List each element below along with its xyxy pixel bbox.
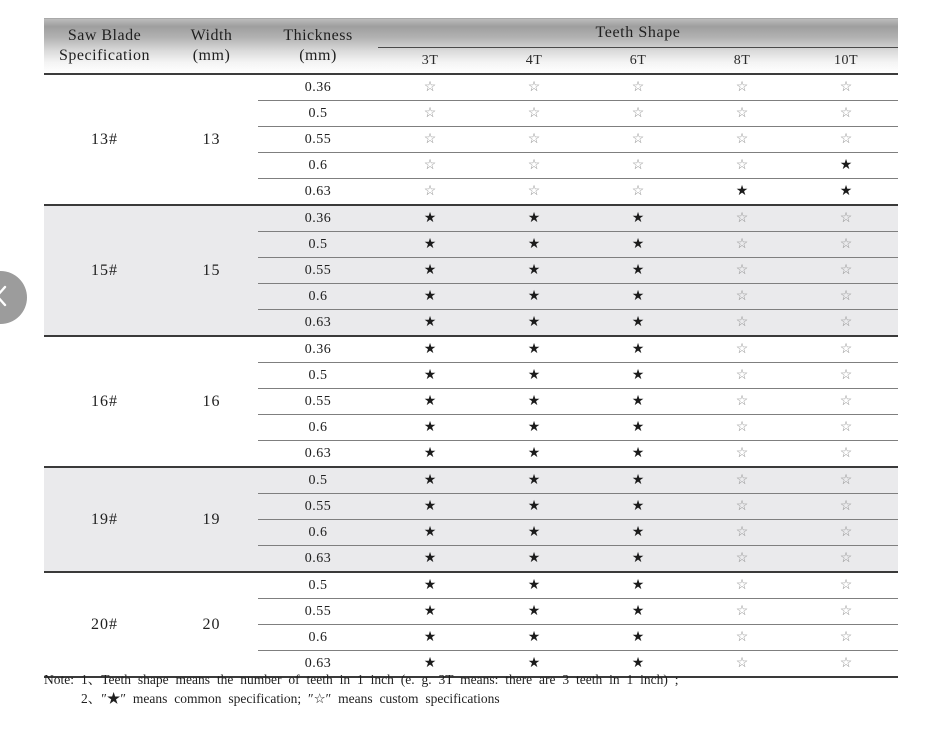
header-width-line2: (mm) [192,47,231,64]
star-hollow-icon: ☆ [839,79,853,95]
star-hollow-icon: ☆ [527,131,541,147]
star-filled-icon: ★ [527,288,541,304]
spec-section-16 [44,335,898,466]
star-hollow-icon: ☆ [735,603,749,619]
star-filled-icon: ★ [423,524,437,540]
star-hollow-icon: ☆ [527,105,541,121]
spec-section-19 [44,466,898,571]
star-filled-icon: ★ [527,367,541,383]
star-filled-icon: ★ [631,341,645,357]
chevron-left-icon [0,284,9,311]
star-filled-icon: ★ [423,498,437,514]
thickness-cell: 0.36 [304,79,332,95]
spec-cell: 19# [91,510,118,528]
star-filled-icon: ★ [631,210,645,226]
star-filled-icon: ★ [631,288,645,304]
header-saw-blade-specification [44,19,165,73]
header-width [165,19,258,73]
star-hollow-icon: ☆ [839,524,853,540]
star-filled-icon: ★ [423,314,437,330]
table-row [258,206,898,231]
table-row [258,362,898,388]
star-hollow-icon: ☆ [735,79,749,95]
star-hollow-icon: ☆ [631,79,645,95]
note-line-2: 2、″★″ means common specification; ″☆″ means custom specifications [81,690,500,706]
star-hollow-icon: ☆ [423,105,437,121]
star-filled-icon: ★ [527,629,541,645]
star-hollow-icon: ☆ [839,236,853,252]
star-filled-icon: ★ [631,629,645,645]
table-row [258,598,898,624]
table-header [44,18,898,75]
star-hollow-icon: ☆ [735,655,749,671]
star-filled-icon: ★ [527,393,541,409]
star-hollow-icon: ☆ [735,314,749,330]
star-hollow-icon: ☆ [735,498,749,514]
star-hollow-icon: ☆ [839,419,853,435]
star-filled-icon: ★ [527,314,541,330]
header-teeth-col-6t: 6T [629,52,647,68]
star-hollow-icon: ☆ [735,157,749,173]
star-hollow-icon: ☆ [839,367,853,383]
star-filled-icon: ★ [423,419,437,435]
star-filled-icon: ★ [527,550,541,566]
spec-cell: 15# [91,261,118,279]
star-hollow-icon: ☆ [735,236,749,252]
star-hollow-icon: ☆ [839,655,853,671]
star-filled-icon: ★ [423,655,437,671]
star-filled-icon: ★ [631,419,645,435]
star-hollow-icon: ☆ [839,341,853,357]
star-filled-icon: ★ [631,524,645,540]
carousel-prev-button[interactable] [0,271,27,324]
star-filled-icon: ★ [527,524,541,540]
table-row [258,519,898,545]
star-hollow-icon: ☆ [735,577,749,593]
star-filled-icon: ★ [631,577,645,593]
star-filled-icon: ★ [423,236,437,252]
star-hollow-icon: ☆ [527,79,541,95]
header-teeth-col-8t: 8T [733,52,751,68]
section-rows [258,75,898,204]
star-filled-icon: ★ [735,183,749,199]
table-row [258,414,898,440]
star-filled-icon: ★ [423,445,437,461]
table-row [258,388,898,414]
table-row [258,337,898,362]
star-filled-icon: ★ [423,603,437,619]
note-items [81,672,679,710]
star-filled-icon: ★ [631,262,645,278]
spec-table [44,18,898,678]
thickness-cell: 0.63 [304,550,332,566]
star-filled-icon: ★ [631,314,645,330]
header-teeth-shape-title: Teeth Shape [378,19,898,48]
header-width-line1: Width [190,27,233,45]
table-row [258,178,898,204]
star-filled-icon: ★ [839,157,853,173]
header-thickness-line1: Thickness [283,27,353,45]
star-hollow-icon: ☆ [839,629,853,645]
thickness-cell: 0.6 [308,524,328,540]
star-hollow-icon: ☆ [735,524,749,540]
star-filled-icon: ★ [631,393,645,409]
star-filled-icon: ★ [527,603,541,619]
thickness-cell: 0.63 [304,655,332,671]
star-filled-icon: ★ [527,262,541,278]
star-hollow-icon: ☆ [839,603,853,619]
section-rows [258,206,898,335]
thickness-cell: 0.55 [304,262,332,278]
section-rows [258,573,898,676]
star-hollow-icon: ☆ [735,210,749,226]
star-filled-icon: ★ [631,367,645,383]
star-filled-icon: ★ [527,472,541,488]
star-hollow-icon: ☆ [839,288,853,304]
star-hollow-icon: ☆ [735,629,749,645]
thickness-cell: 0.5 [308,577,328,593]
star-filled-icon: ★ [631,445,645,461]
star-filled-icon: ★ [527,419,541,435]
star-hollow-icon: ☆ [735,262,749,278]
thickness-cell: 0.36 [304,210,332,226]
star-filled-icon: ★ [423,629,437,645]
table-row [258,309,898,335]
thickness-cell: 0.5 [308,472,328,488]
header-thickness [258,19,378,73]
width-cell: 13 [202,130,221,148]
star-hollow-icon: ☆ [839,498,853,514]
table-row [258,126,898,152]
star-hollow-icon: ☆ [735,419,749,435]
thickness-cell: 0.5 [308,105,328,121]
star-filled-icon: ★ [423,367,437,383]
star-hollow-icon: ☆ [423,183,437,199]
header-spec-line2: Specification [59,47,150,64]
star-hollow-icon: ☆ [423,157,437,173]
star-hollow-icon: ☆ [735,367,749,383]
star-filled-icon: ★ [423,577,437,593]
thickness-cell: 0.6 [308,419,328,435]
star-hollow-icon: ☆ [839,550,853,566]
thickness-cell: 0.63 [304,183,332,199]
note [44,672,904,710]
star-filled-icon: ★ [527,341,541,357]
star-filled-icon: ★ [527,210,541,226]
note-line-1: 1、Teeth shape means the number of teeth in 1 inch (e. g. 3T means: there are 3 teeth in 1 inch) ; [81,672,679,687]
width-cell: 20 [202,615,221,633]
star-filled-icon: ★ [423,472,437,488]
table-body [44,75,898,678]
star-hollow-icon: ☆ [839,105,853,121]
header-teeth-shape-group [378,19,898,73]
star-hollow-icon: ☆ [735,131,749,147]
table-row [258,468,898,493]
table-row [258,100,898,126]
spec-section-15 [44,204,898,335]
header-thickness-line2: (mm) [299,47,337,64]
star-filled-icon: ★ [423,210,437,226]
thickness-cell: 0.55 [304,603,332,619]
header-teeth-col-3t: 3T [421,52,439,68]
spec-cell: 20# [91,615,118,633]
width-cell: 19 [202,510,221,528]
table-row [258,545,898,571]
width-cell: 15 [202,261,221,279]
star-filled-icon: ★ [423,288,437,304]
table-row [258,493,898,519]
star-hollow-icon: ☆ [839,210,853,226]
width-cell: 16 [202,392,221,410]
star-filled-icon: ★ [631,236,645,252]
star-hollow-icon: ☆ [631,183,645,199]
star-hollow-icon: ☆ [735,105,749,121]
header-teeth-col-10t: 10T [833,52,859,68]
star-filled-icon: ★ [527,655,541,671]
table-row [258,231,898,257]
star-hollow-icon: ☆ [631,131,645,147]
star-filled-icon: ★ [423,550,437,566]
spec-cell: 16# [91,392,118,410]
star-hollow-icon: ☆ [839,393,853,409]
thickness-cell: 0.5 [308,236,328,252]
table-row [258,152,898,178]
star-hollow-icon: ☆ [527,157,541,173]
star-hollow-icon: ☆ [423,131,437,147]
star-filled-icon: ★ [527,445,541,461]
thickness-cell: 0.55 [304,131,332,147]
star-hollow-icon: ☆ [839,472,853,488]
star-hollow-icon: ☆ [527,183,541,199]
star-filled-icon: ★ [631,655,645,671]
star-hollow-icon: ☆ [735,445,749,461]
thickness-cell: 0.36 [304,341,332,357]
table-row [258,75,898,100]
header-teeth-col-4t: 4T [525,52,543,68]
star-hollow-icon: ☆ [423,79,437,95]
star-hollow-icon: ☆ [735,288,749,304]
thickness-cell: 0.6 [308,157,328,173]
star-filled-icon: ★ [423,393,437,409]
table-row [258,624,898,650]
thickness-cell: 0.55 [304,498,332,514]
thickness-cell: 0.5 [308,367,328,383]
table-row [258,257,898,283]
star-hollow-icon: ☆ [839,262,853,278]
spec-section-13 [44,75,898,204]
star-hollow-icon: ☆ [631,157,645,173]
star-hollow-icon: ☆ [839,131,853,147]
thickness-cell: 0.6 [308,288,328,304]
table-row [258,283,898,309]
thickness-cell: 0.63 [304,314,332,330]
star-filled-icon: ★ [527,236,541,252]
star-hollow-icon: ☆ [735,472,749,488]
star-filled-icon: ★ [631,603,645,619]
star-filled-icon: ★ [527,498,541,514]
star-filled-icon: ★ [631,498,645,514]
header-teeth-columns [378,48,898,73]
star-hollow-icon: ☆ [735,393,749,409]
header-spec-line1: Saw Blade [67,27,142,45]
star-hollow-icon: ☆ [735,550,749,566]
note-label: Note: [44,672,74,687]
star-hollow-icon: ☆ [631,105,645,121]
section-rows [258,468,898,571]
spec-section-20 [44,571,898,676]
star-filled-icon: ★ [631,472,645,488]
star-hollow-icon: ☆ [735,341,749,357]
thickness-cell: 0.55 [304,393,332,409]
thickness-cell: 0.6 [308,629,328,645]
star-filled-icon: ★ [527,577,541,593]
star-hollow-icon: ☆ [839,445,853,461]
star-filled-icon: ★ [839,183,853,199]
section-rows [258,337,898,466]
thickness-cell: 0.63 [304,445,332,461]
table-row [258,440,898,466]
star-filled-icon: ★ [423,341,437,357]
star-hollow-icon: ☆ [839,314,853,330]
star-hollow-icon: ☆ [839,577,853,593]
star-filled-icon: ★ [631,550,645,566]
spec-cell: 13# [91,130,118,148]
table-row [258,573,898,598]
star-filled-icon: ★ [423,262,437,278]
